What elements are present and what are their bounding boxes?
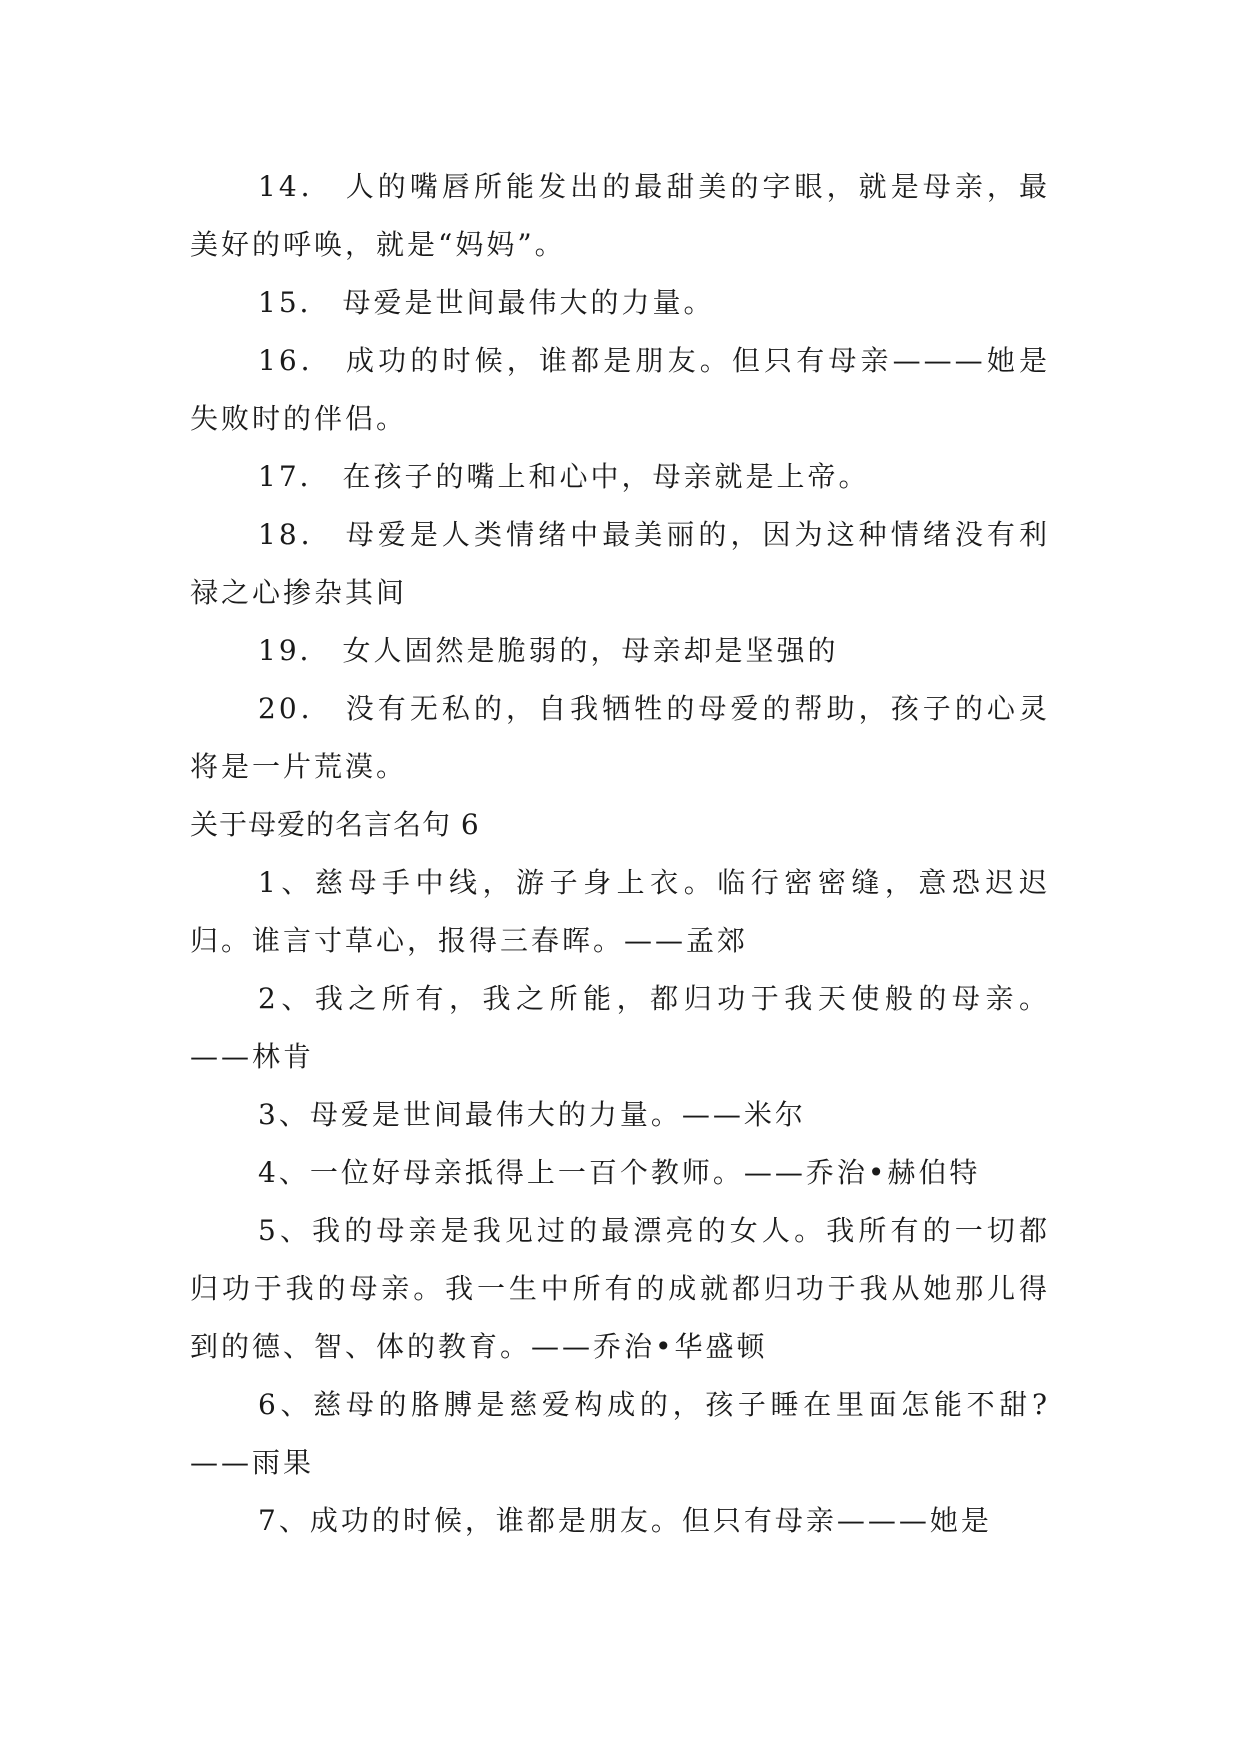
quote-14: 14． 人的嘴唇所能发出的最甜美的字眼，就是母亲，最美好的呼唤，就是“妈妈”。 [190,170,1050,261]
quote-15: 15． 母爱是世间最伟大的力量。 [258,286,715,319]
quote-4: 4、一位好母亲抵得上一百个教师。——乔治•赫伯特 [258,1156,981,1189]
quote-7: 7、成功的时候，谁都是朋友。但只有母亲———她是 [258,1504,992,1537]
quote-19: 19． 女人固然是脆弱的，母亲却是坚强的 [258,634,839,667]
quote-2: 2、我之所有，我之所能，都归功于我天使般的母亲。——林肯 [190,982,1050,1073]
section-heading: 关于母爱的名言名句 6 [190,808,480,841]
quote-6: 6、慈母的胳膊是慈爱构成的，孩子睡在里面怎能不甜?——雨果 [190,1388,1050,1479]
quote-18: 18． 母爱是人类情绪中最美丽的，因为这种情绪没有利禄之心掺杂其间 [190,518,1050,609]
document-body [190,158,1050,1550]
quote-16: 16． 成功的时候，谁都是朋友。但只有母亲———她是失败时的伴侣。 [190,344,1050,435]
quote-1: 1、慈母手中线，游子身上衣。临行密密缝，意恐迟迟归。谁言寸草心，报得三春晖。——孟郊 [190,866,1050,957]
quote-3: 3、母爱是世间最伟大的力量。——米尔 [258,1098,806,1131]
quote-20: 20． 没有无私的，自我牺牲的母爱的帮助，孩子的心灵将是一片荒漠。 [190,692,1050,783]
quote-5: 5、我的母亲是我见过的最漂亮的女人。我所有的一切都归功于我的母亲。我一生中所有的成就都归功于我从她那儿得到的德、智、体的教育。——乔治•华盛顿 [190,1214,1050,1363]
quote-17: 17． 在孩子的嘴上和心中，母亲就是上帝。 [258,460,870,493]
